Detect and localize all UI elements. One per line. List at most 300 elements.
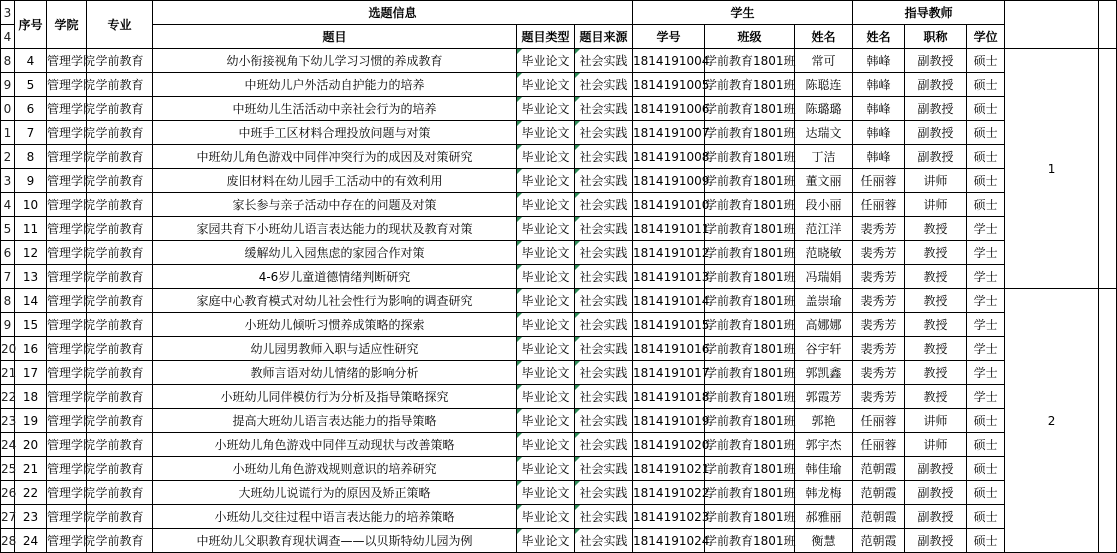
- cell-student-name[interactable]: 陈璐璐: [795, 97, 853, 121]
- cell-seq[interactable]: 6: [15, 97, 47, 121]
- cell-topic-source[interactable]: 社会实践: [575, 241, 633, 265]
- cell-advisor-title[interactable]: 副教授: [905, 457, 967, 481]
- cell-seq[interactable]: 4: [15, 49, 47, 73]
- cell-college[interactable]: 管理学院: [47, 121, 87, 145]
- cell-seq[interactable]: 18: [15, 385, 47, 409]
- cell-major[interactable]: 学前教育: [87, 193, 153, 217]
- row-header[interactable]: 27: [1, 505, 15, 529]
- cell-topic[interactable]: 幼儿园男教师入职与适应性研究: [153, 337, 517, 361]
- cell-student-id[interactable]: 1814191023: [633, 505, 705, 529]
- cell-student-name[interactable]: 郭艳: [795, 409, 853, 433]
- cell-topic-source[interactable]: 社会实践: [575, 505, 633, 529]
- row-header[interactable]: 25: [1, 457, 15, 481]
- cell-advisor-name[interactable]: 裴秀芳: [853, 385, 905, 409]
- cell-student-id[interactable]: 1814191004: [633, 49, 705, 73]
- cell-major[interactable]: 学前教育: [87, 289, 153, 313]
- cell-student-name[interactable]: 郝雅丽: [795, 505, 853, 529]
- cell-topic-source[interactable]: 社会实践: [575, 433, 633, 457]
- cell-student-id[interactable]: 1814191019: [633, 409, 705, 433]
- cell-seq[interactable]: 23: [15, 505, 47, 529]
- cell-topic-source[interactable]: 社会实践: [575, 385, 633, 409]
- cell-class[interactable]: 学前教育1801班: [705, 265, 795, 289]
- row-header[interactable]: 20: [1, 337, 15, 361]
- cell-advisor-name[interactable]: 韩峰: [853, 121, 905, 145]
- row-header[interactable]: 2: [1, 145, 15, 169]
- cell-topic-type[interactable]: 毕业论文: [517, 433, 575, 457]
- cell-major[interactable]: 学前教育: [87, 145, 153, 169]
- cell-class[interactable]: 学前教育1801班: [705, 385, 795, 409]
- col-header-advisor-name[interactable]: 姓名: [853, 25, 905, 49]
- cell-advisor-title[interactable]: 副教授: [905, 529, 967, 553]
- cell-advisor-title[interactable]: 副教授: [905, 97, 967, 121]
- row-header[interactable]: 3: [1, 1, 15, 25]
- cell-advisor-degree[interactable]: 硕士: [967, 457, 1005, 481]
- cell-seq[interactable]: 24: [15, 529, 47, 553]
- row-header[interactable]: 5: [1, 217, 15, 241]
- cell-student-id[interactable]: 1814191013: [633, 265, 705, 289]
- cell-topic-type[interactable]: 毕业论文: [517, 145, 575, 169]
- cell-topic-type[interactable]: 毕业论文: [517, 289, 575, 313]
- cell-major[interactable]: 学前教育: [87, 337, 153, 361]
- cell-topic-type[interactable]: 毕业论文: [517, 97, 575, 121]
- cell-topic-type[interactable]: 毕业论文: [517, 49, 575, 73]
- cell-advisor-title[interactable]: 副教授: [905, 121, 967, 145]
- cell-topic-type[interactable]: 毕业论文: [517, 169, 575, 193]
- cell-class[interactable]: 学前教育1801班: [705, 145, 795, 169]
- cell-student-name[interactable]: 郭凯鑫: [795, 361, 853, 385]
- cell-topic-source[interactable]: 社会实践: [575, 97, 633, 121]
- cell-student-id[interactable]: 1814191016: [633, 337, 705, 361]
- cell-topic-source[interactable]: 社会实践: [575, 361, 633, 385]
- cell-advisor-name[interactable]: 韩峰: [853, 145, 905, 169]
- row-header[interactable]: 9: [1, 73, 15, 97]
- cell-advisor-name[interactable]: 任丽蓉: [853, 433, 905, 457]
- cell-advisor-name[interactable]: 裴秀芳: [853, 313, 905, 337]
- cell-major[interactable]: 学前教育: [87, 97, 153, 121]
- table-row: [1, 73, 1117, 97]
- row-header[interactable]: 21: [1, 361, 15, 385]
- cell-class[interactable]: 学前教育1801班: [705, 289, 795, 313]
- cell-topic-type[interactable]: 毕业论文: [517, 481, 575, 505]
- cell-major[interactable]: 学前教育: [87, 169, 153, 193]
- cell-seq[interactable]: 7: [15, 121, 47, 145]
- cell-topic-type[interactable]: 毕业论文: [517, 457, 575, 481]
- cell-student-name[interactable]: 谷宇轩: [795, 337, 853, 361]
- cell-major[interactable]: 学前教育: [87, 361, 153, 385]
- cell-topic-type[interactable]: 毕业论文: [517, 361, 575, 385]
- row-header[interactable]: 1: [1, 121, 15, 145]
- cell-advisor-degree[interactable]: 硕士: [967, 433, 1005, 457]
- cell-advisor-title[interactable]: 讲师: [905, 193, 967, 217]
- cell-college[interactable]: 管理学院: [47, 97, 87, 121]
- cell-topic-source[interactable]: 社会实践: [575, 265, 633, 289]
- cell-major[interactable]: 学前教育: [87, 73, 153, 97]
- cell-advisor-degree[interactable]: 硕士: [967, 529, 1005, 553]
- cell-seq[interactable]: 20: [15, 433, 47, 457]
- blank-col[interactable]: [1099, 1, 1117, 49]
- cell-student-name[interactable]: 达瑞文: [795, 121, 853, 145]
- cell-topic-source[interactable]: 社会实践: [575, 49, 633, 73]
- cell-advisor-degree[interactable]: 学士: [967, 217, 1005, 241]
- cell-advisor-name[interactable]: 范朝霞: [853, 529, 905, 553]
- cell-class[interactable]: 学前教育1801班: [705, 337, 795, 361]
- cell-topic-type[interactable]: 毕业论文: [517, 241, 575, 265]
- cell-advisor-title[interactable]: 教授: [905, 361, 967, 385]
- group-label[interactable]: 2: [1005, 289, 1099, 553]
- cell-advisor-degree[interactable]: 学士: [967, 265, 1005, 289]
- cell-student-name[interactable]: 董文丽: [795, 169, 853, 193]
- cell-major[interactable]: 学前教育: [87, 49, 153, 73]
- cell-topic[interactable]: 小班幼儿角色游戏中同伴互动现状与改善策略: [153, 433, 517, 457]
- cell-advisor-name[interactable]: 任丽蓉: [853, 169, 905, 193]
- cell-student-id[interactable]: 1814191005: [633, 73, 705, 97]
- cell-advisor-title[interactable]: 副教授: [905, 49, 967, 73]
- cell-advisor-degree[interactable]: 硕士: [967, 121, 1005, 145]
- cell-seq[interactable]: 11: [15, 217, 47, 241]
- cell-advisor-name[interactable]: 任丽蓉: [853, 193, 905, 217]
- cell-advisor-title[interactable]: 讲师: [905, 169, 967, 193]
- col-header-topic-source[interactable]: 题目来源: [575, 25, 633, 49]
- cell-topic-type[interactable]: 毕业论文: [517, 505, 575, 529]
- col-header-topic[interactable]: 题目: [153, 25, 517, 49]
- cell-advisor-degree[interactable]: 硕士: [967, 97, 1005, 121]
- cell-topic[interactable]: 4-6岁儿童道德情绪判断研究: [153, 265, 517, 289]
- cell-seq[interactable]: 9: [15, 169, 47, 193]
- header-row-top: [1, 1, 1117, 25]
- cell-advisor-title[interactable]: 教授: [905, 265, 967, 289]
- cell-topic-type[interactable]: 毕业论文: [517, 265, 575, 289]
- cell-major[interactable]: 学前教育: [87, 217, 153, 241]
- col-header-college[interactable]: 学院: [47, 1, 87, 49]
- cell-major[interactable]: 学前教育: [87, 121, 153, 145]
- cell-class[interactable]: 学前教育1801班: [705, 409, 795, 433]
- cell-advisor-degree[interactable]: 硕士: [967, 193, 1005, 217]
- cell-student-id[interactable]: 1814191014: [633, 289, 705, 313]
- cell-advisor-degree[interactable]: 硕士: [967, 169, 1005, 193]
- cell-student-id[interactable]: 1814191011: [633, 217, 705, 241]
- cell-seq[interactable]: 5: [15, 73, 47, 97]
- cell-major[interactable]: 学前教育: [87, 457, 153, 481]
- cell-major[interactable]: 学前教育: [87, 409, 153, 433]
- cell-topic[interactable]: 教师言语对幼儿情绪的影响分析: [153, 361, 517, 385]
- cell-student-name[interactable]: 郭霞芳: [795, 385, 853, 409]
- cell-student-id[interactable]: 1814191008: [633, 145, 705, 169]
- cell-class[interactable]: 学前教育1801班: [705, 73, 795, 97]
- cell-topic-type[interactable]: 毕业论文: [517, 409, 575, 433]
- cell-major[interactable]: 学前教育: [87, 313, 153, 337]
- group-col-header[interactable]: [1005, 1, 1099, 49]
- cell-topic-source[interactable]: 社会实践: [575, 121, 633, 145]
- cell-college[interactable]: 管理学院: [47, 49, 87, 73]
- cell-college[interactable]: 管理学院: [47, 361, 87, 385]
- cell-topic[interactable]: 大班幼儿说谎行为的原因及矫正策略: [153, 481, 517, 505]
- cell-seq[interactable]: 21: [15, 457, 47, 481]
- cell-student-name[interactable]: 范晓敏: [795, 241, 853, 265]
- cell-class[interactable]: 学前教育1801班: [705, 169, 795, 193]
- cell-student-id[interactable]: 1814191009: [633, 169, 705, 193]
- cell-college[interactable]: 管理学院: [47, 289, 87, 313]
- cell-major[interactable]: 学前教育: [87, 241, 153, 265]
- cell-student-name[interactable]: 韩龙梅: [795, 481, 853, 505]
- cell-advisor-degree[interactable]: 硕士: [967, 481, 1005, 505]
- cell-class[interactable]: 学前教育1801班: [705, 529, 795, 553]
- cell-advisor-title[interactable]: 教授: [905, 337, 967, 361]
- cell-college[interactable]: 管理学院: [47, 313, 87, 337]
- row-header[interactable]: 8: [1, 49, 15, 73]
- cell-advisor-degree[interactable]: 硕士: [967, 145, 1005, 169]
- cell-advisor-name[interactable]: 裴秀芳: [853, 241, 905, 265]
- col-header-name[interactable]: 姓名: [795, 25, 853, 49]
- cell-class[interactable]: 学前教育1801班: [705, 193, 795, 217]
- cell-seq[interactable]: 15: [15, 313, 47, 337]
- cell-advisor-title[interactable]: 副教授: [905, 505, 967, 529]
- cell-topic-source[interactable]: 社会实践: [575, 217, 633, 241]
- row-header[interactable]: 9: [1, 313, 15, 337]
- row-header[interactable]: 4: [1, 193, 15, 217]
- cell-student-id[interactable]: 1814191020: [633, 433, 705, 457]
- cell-topic[interactable]: 幼小衔接视角下幼儿学习习惯的养成教育: [153, 49, 517, 73]
- cell-advisor-degree[interactable]: 硕士: [967, 409, 1005, 433]
- cell-college[interactable]: 管理学院: [47, 409, 87, 433]
- cell-topic[interactable]: 中班幼儿户外活动自护能力的培养: [153, 73, 517, 97]
- col-header-advisor-degree[interactable]: 学位: [967, 25, 1005, 49]
- col-header-major[interactable]: 专业: [87, 1, 153, 49]
- cell-seq[interactable]: 13: [15, 265, 47, 289]
- cell-class[interactable]: 学前教育1801班: [705, 217, 795, 241]
- cell-topic-source[interactable]: 社会实践: [575, 457, 633, 481]
- cell-college[interactable]: 管理学院: [47, 265, 87, 289]
- cell-topic-source[interactable]: 社会实践: [575, 145, 633, 169]
- cell-college[interactable]: 管理学院: [47, 73, 87, 97]
- cell-advisor-name[interactable]: 任丽蓉: [853, 409, 905, 433]
- cell-topic[interactable]: 提高大班幼儿语言表达能力的指导策略: [153, 409, 517, 433]
- cell-topic-type[interactable]: 毕业论文: [517, 529, 575, 553]
- col-header-advisor-title[interactable]: 职称: [905, 25, 967, 49]
- cell-topic[interactable]: 中班幼儿生活活动中亲社会行为的培养: [153, 97, 517, 121]
- cell-topic[interactable]: 家园共育下小班幼儿语言表达能力的现状及教育对策: [153, 217, 517, 241]
- cell-seq[interactable]: 12: [15, 241, 47, 265]
- cell-student-id[interactable]: 1814191021: [633, 457, 705, 481]
- cell-college[interactable]: 管理学院: [47, 145, 87, 169]
- cell-advisor-name[interactable]: 裴秀芳: [853, 337, 905, 361]
- table-row: [1, 169, 1117, 193]
- cell-college[interactable]: 管理学院: [47, 241, 87, 265]
- cell-college[interactable]: 管理学院: [47, 169, 87, 193]
- cell-seq[interactable]: 19: [15, 409, 47, 433]
- cell-major[interactable]: 学前教育: [87, 385, 153, 409]
- row-header[interactable]: 3: [1, 169, 15, 193]
- cell-major[interactable]: 学前教育: [87, 433, 153, 457]
- col-header-advisor[interactable]: 指导教师: [853, 1, 1005, 25]
- cell-topic-source[interactable]: 社会实践: [575, 313, 633, 337]
- cell-seq[interactable]: 17: [15, 361, 47, 385]
- cell-topic-type[interactable]: 毕业论文: [517, 121, 575, 145]
- cell-student-name[interactable]: 常可: [795, 49, 853, 73]
- cell-topic-source[interactable]: 社会实践: [575, 169, 633, 193]
- cell-student-id[interactable]: 1814191018: [633, 385, 705, 409]
- cell-class[interactable]: 学前教育1801班: [705, 505, 795, 529]
- cell-advisor-title[interactable]: 教授: [905, 241, 967, 265]
- cell-topic[interactable]: 中班手工区材料合理投放问题与对策: [153, 121, 517, 145]
- cell-advisor-degree[interactable]: 学士: [967, 337, 1005, 361]
- col-header-student[interactable]: 学生: [633, 1, 853, 25]
- col-header-topic-type[interactable]: 题目类型: [517, 25, 575, 49]
- row-header[interactable]: 0: [1, 97, 15, 121]
- cell-advisor-degree[interactable]: 硕士: [967, 49, 1005, 73]
- cell-class[interactable]: 学前教育1801班: [705, 361, 795, 385]
- cell-topic-source[interactable]: 社会实践: [575, 481, 633, 505]
- cell-advisor-degree[interactable]: 硕士: [967, 505, 1005, 529]
- cell-advisor-title[interactable]: 教授: [905, 385, 967, 409]
- row-header[interactable]: 28: [1, 529, 15, 553]
- cell-advisor-title[interactable]: 副教授: [905, 481, 967, 505]
- cell-topic-type[interactable]: 毕业论文: [517, 73, 575, 97]
- cell-class[interactable]: 学前教育1801班: [705, 457, 795, 481]
- row-header[interactable]: 26: [1, 481, 15, 505]
- cell-student-name[interactable]: 高娜娜: [795, 313, 853, 337]
- cell-college[interactable]: 管理学院: [47, 433, 87, 457]
- cell-topic-source[interactable]: 社会实践: [575, 337, 633, 361]
- cell-student-id[interactable]: 1814191010: [633, 193, 705, 217]
- row-header[interactable]: 8: [1, 289, 15, 313]
- cell-topic-type[interactable]: 毕业论文: [517, 313, 575, 337]
- table-row: [1, 121, 1117, 145]
- cell-major[interactable]: 学前教育: [87, 481, 153, 505]
- cell-topic-type[interactable]: 毕业论文: [517, 337, 575, 361]
- cell-topic[interactable]: 家长参与亲子活动中存在的问题及对策: [153, 193, 517, 217]
- cell-advisor-name[interactable]: 韩峰: [853, 73, 905, 97]
- cell-topic[interactable]: 废旧材料在幼儿园手工活动中的有效利用: [153, 169, 517, 193]
- cell-class[interactable]: 学前教育1801班: [705, 313, 795, 337]
- cell-advisor-name[interactable]: 范朝霞: [853, 481, 905, 505]
- cell-major[interactable]: 学前教育: [87, 529, 153, 553]
- cell-student-id[interactable]: 1814191007: [633, 121, 705, 145]
- cell-advisor-name[interactable]: 韩峰: [853, 97, 905, 121]
- cell-topic-source[interactable]: 社会实践: [575, 193, 633, 217]
- cell-topic-source[interactable]: 社会实践: [575, 409, 633, 433]
- cell-college[interactable]: 管理学院: [47, 529, 87, 553]
- col-header-class[interactable]: 班级: [705, 25, 795, 49]
- row-header[interactable]: 22: [1, 385, 15, 409]
- cell-student-id[interactable]: 1814191006: [633, 97, 705, 121]
- cell-advisor-degree[interactable]: 学士: [967, 313, 1005, 337]
- cell-advisor-title[interactable]: 教授: [905, 289, 967, 313]
- cell-student-name[interactable]: 陈聪连: [795, 73, 853, 97]
- cell-college[interactable]: 管理学院: [47, 193, 87, 217]
- row-header[interactable]: 4: [1, 25, 15, 49]
- cell-student-name[interactable]: 衡慧: [795, 529, 853, 553]
- cell-topic[interactable]: 中班幼儿父职教育现状调查——以贝斯特幼儿园为例: [153, 529, 517, 553]
- cell-student-id[interactable]: 1814191012: [633, 241, 705, 265]
- cell-advisor-name[interactable]: 裴秀芳: [853, 289, 905, 313]
- cell-college[interactable]: 管理学院: [47, 481, 87, 505]
- blank-cell[interactable]: [1099, 289, 1117, 553]
- cell-topic[interactable]: 小班幼儿倾听习惯养成策略的探索: [153, 313, 517, 337]
- cell-topic-type[interactable]: 毕业论文: [517, 385, 575, 409]
- cell-college[interactable]: 管理学院: [47, 385, 87, 409]
- row-header[interactable]: 6: [1, 241, 15, 265]
- cell-class[interactable]: 学前教育1801班: [705, 97, 795, 121]
- col-header-student-id[interactable]: 学号: [633, 25, 705, 49]
- cell-class[interactable]: 学前教育1801班: [705, 241, 795, 265]
- cell-advisor-title[interactable]: 讲师: [905, 409, 967, 433]
- cell-college[interactable]: 管理学院: [47, 337, 87, 361]
- cell-student-name[interactable]: 段小丽: [795, 193, 853, 217]
- cell-student-name[interactable]: 郭宇杰: [795, 433, 853, 457]
- cell-advisor-name[interactable]: 裴秀芳: [853, 217, 905, 241]
- cell-seq[interactable]: 22: [15, 481, 47, 505]
- cell-seq[interactable]: 14: [15, 289, 47, 313]
- cell-student-name[interactable]: 冯瑞娟: [795, 265, 853, 289]
- cell-student-name[interactable]: 丁洁: [795, 145, 853, 169]
- cell-college[interactable]: 管理学院: [47, 505, 87, 529]
- cell-student-id[interactable]: 1814191022: [633, 481, 705, 505]
- cell-topic-source[interactable]: 社会实践: [575, 73, 633, 97]
- cell-class[interactable]: 学前教育1801班: [705, 433, 795, 457]
- row-header[interactable]: 24: [1, 433, 15, 457]
- cell-topic[interactable]: 小班幼儿角色游戏规则意识的培养研究: [153, 457, 517, 481]
- cell-seq[interactable]: 10: [15, 193, 47, 217]
- col-header-seq[interactable]: 序号: [15, 1, 47, 49]
- cell-advisor-title[interactable]: 教授: [905, 217, 967, 241]
- cell-topic[interactable]: 中班幼儿角色游戏中同伴冲突行为的成因及对策研究: [153, 145, 517, 169]
- cell-advisor-title[interactable]: 副教授: [905, 145, 967, 169]
- col-header-topic-info[interactable]: 选题信息: [153, 1, 633, 25]
- cell-topic-source[interactable]: 社会实践: [575, 529, 633, 553]
- cell-seq[interactable]: 16: [15, 337, 47, 361]
- cell-major[interactable]: 学前教育: [87, 505, 153, 529]
- cell-topic[interactable]: 小班幼儿同伴模仿行为分析及指导策略探究: [153, 385, 517, 409]
- row-header[interactable]: 7: [1, 265, 15, 289]
- cell-class[interactable]: 学前教育1801班: [705, 49, 795, 73]
- cell-class[interactable]: 学前教育1801班: [705, 121, 795, 145]
- cell-student-id[interactable]: 1814191017: [633, 361, 705, 385]
- cell-topic-type[interactable]: 毕业论文: [517, 193, 575, 217]
- cell-advisor-title[interactable]: 讲师: [905, 433, 967, 457]
- cell-seq[interactable]: 8: [15, 145, 47, 169]
- blank-cell[interactable]: [1099, 49, 1117, 289]
- cell-topic[interactable]: 小班幼儿交往过程中语言表达能力的培养策略: [153, 505, 517, 529]
- cell-advisor-name[interactable]: 范朝霞: [853, 457, 905, 481]
- cell-advisor-degree[interactable]: 学士: [967, 361, 1005, 385]
- cell-advisor-title[interactable]: 教授: [905, 313, 967, 337]
- cell-advisor-name[interactable]: 裴秀芳: [853, 265, 905, 289]
- cell-advisor-degree[interactable]: 学士: [967, 241, 1005, 265]
- cell-student-id[interactable]: 1814191024: [633, 529, 705, 553]
- cell-student-name[interactable]: 盖崇瑜: [795, 289, 853, 313]
- cell-student-name[interactable]: 韩佳瑜: [795, 457, 853, 481]
- cell-topic-type[interactable]: 毕业论文: [517, 217, 575, 241]
- row-header[interactable]: 23: [1, 409, 15, 433]
- cell-student-id[interactable]: 1814191015: [633, 313, 705, 337]
- cell-advisor-degree[interactable]: 硕士: [967, 73, 1005, 97]
- cell-topic-source[interactable]: 社会实践: [575, 289, 633, 313]
- cell-college[interactable]: 管理学院: [47, 217, 87, 241]
- cell-topic[interactable]: 缓解幼儿入园焦虑的家园合作对策: [153, 241, 517, 265]
- cell-advisor-name[interactable]: 韩峰: [853, 49, 905, 73]
- cell-advisor-degree[interactable]: 学士: [967, 385, 1005, 409]
- cell-advisor-title[interactable]: 副教授: [905, 73, 967, 97]
- cell-college[interactable]: 管理学院: [47, 457, 87, 481]
- cell-class[interactable]: 学前教育1801班: [705, 481, 795, 505]
- cell-advisor-name[interactable]: 裴秀芳: [853, 361, 905, 385]
- cell-advisor-degree[interactable]: 学士: [967, 289, 1005, 313]
- cell-topic[interactable]: 家庭中心教育模式对幼儿社会性行为影响的调查研究: [153, 289, 517, 313]
- cell-major[interactable]: 学前教育: [87, 265, 153, 289]
- cell-student-name[interactable]: 范江洋: [795, 217, 853, 241]
- cell-advisor-name[interactable]: 范朝霞: [853, 505, 905, 529]
- group-label[interactable]: 1: [1005, 49, 1099, 289]
